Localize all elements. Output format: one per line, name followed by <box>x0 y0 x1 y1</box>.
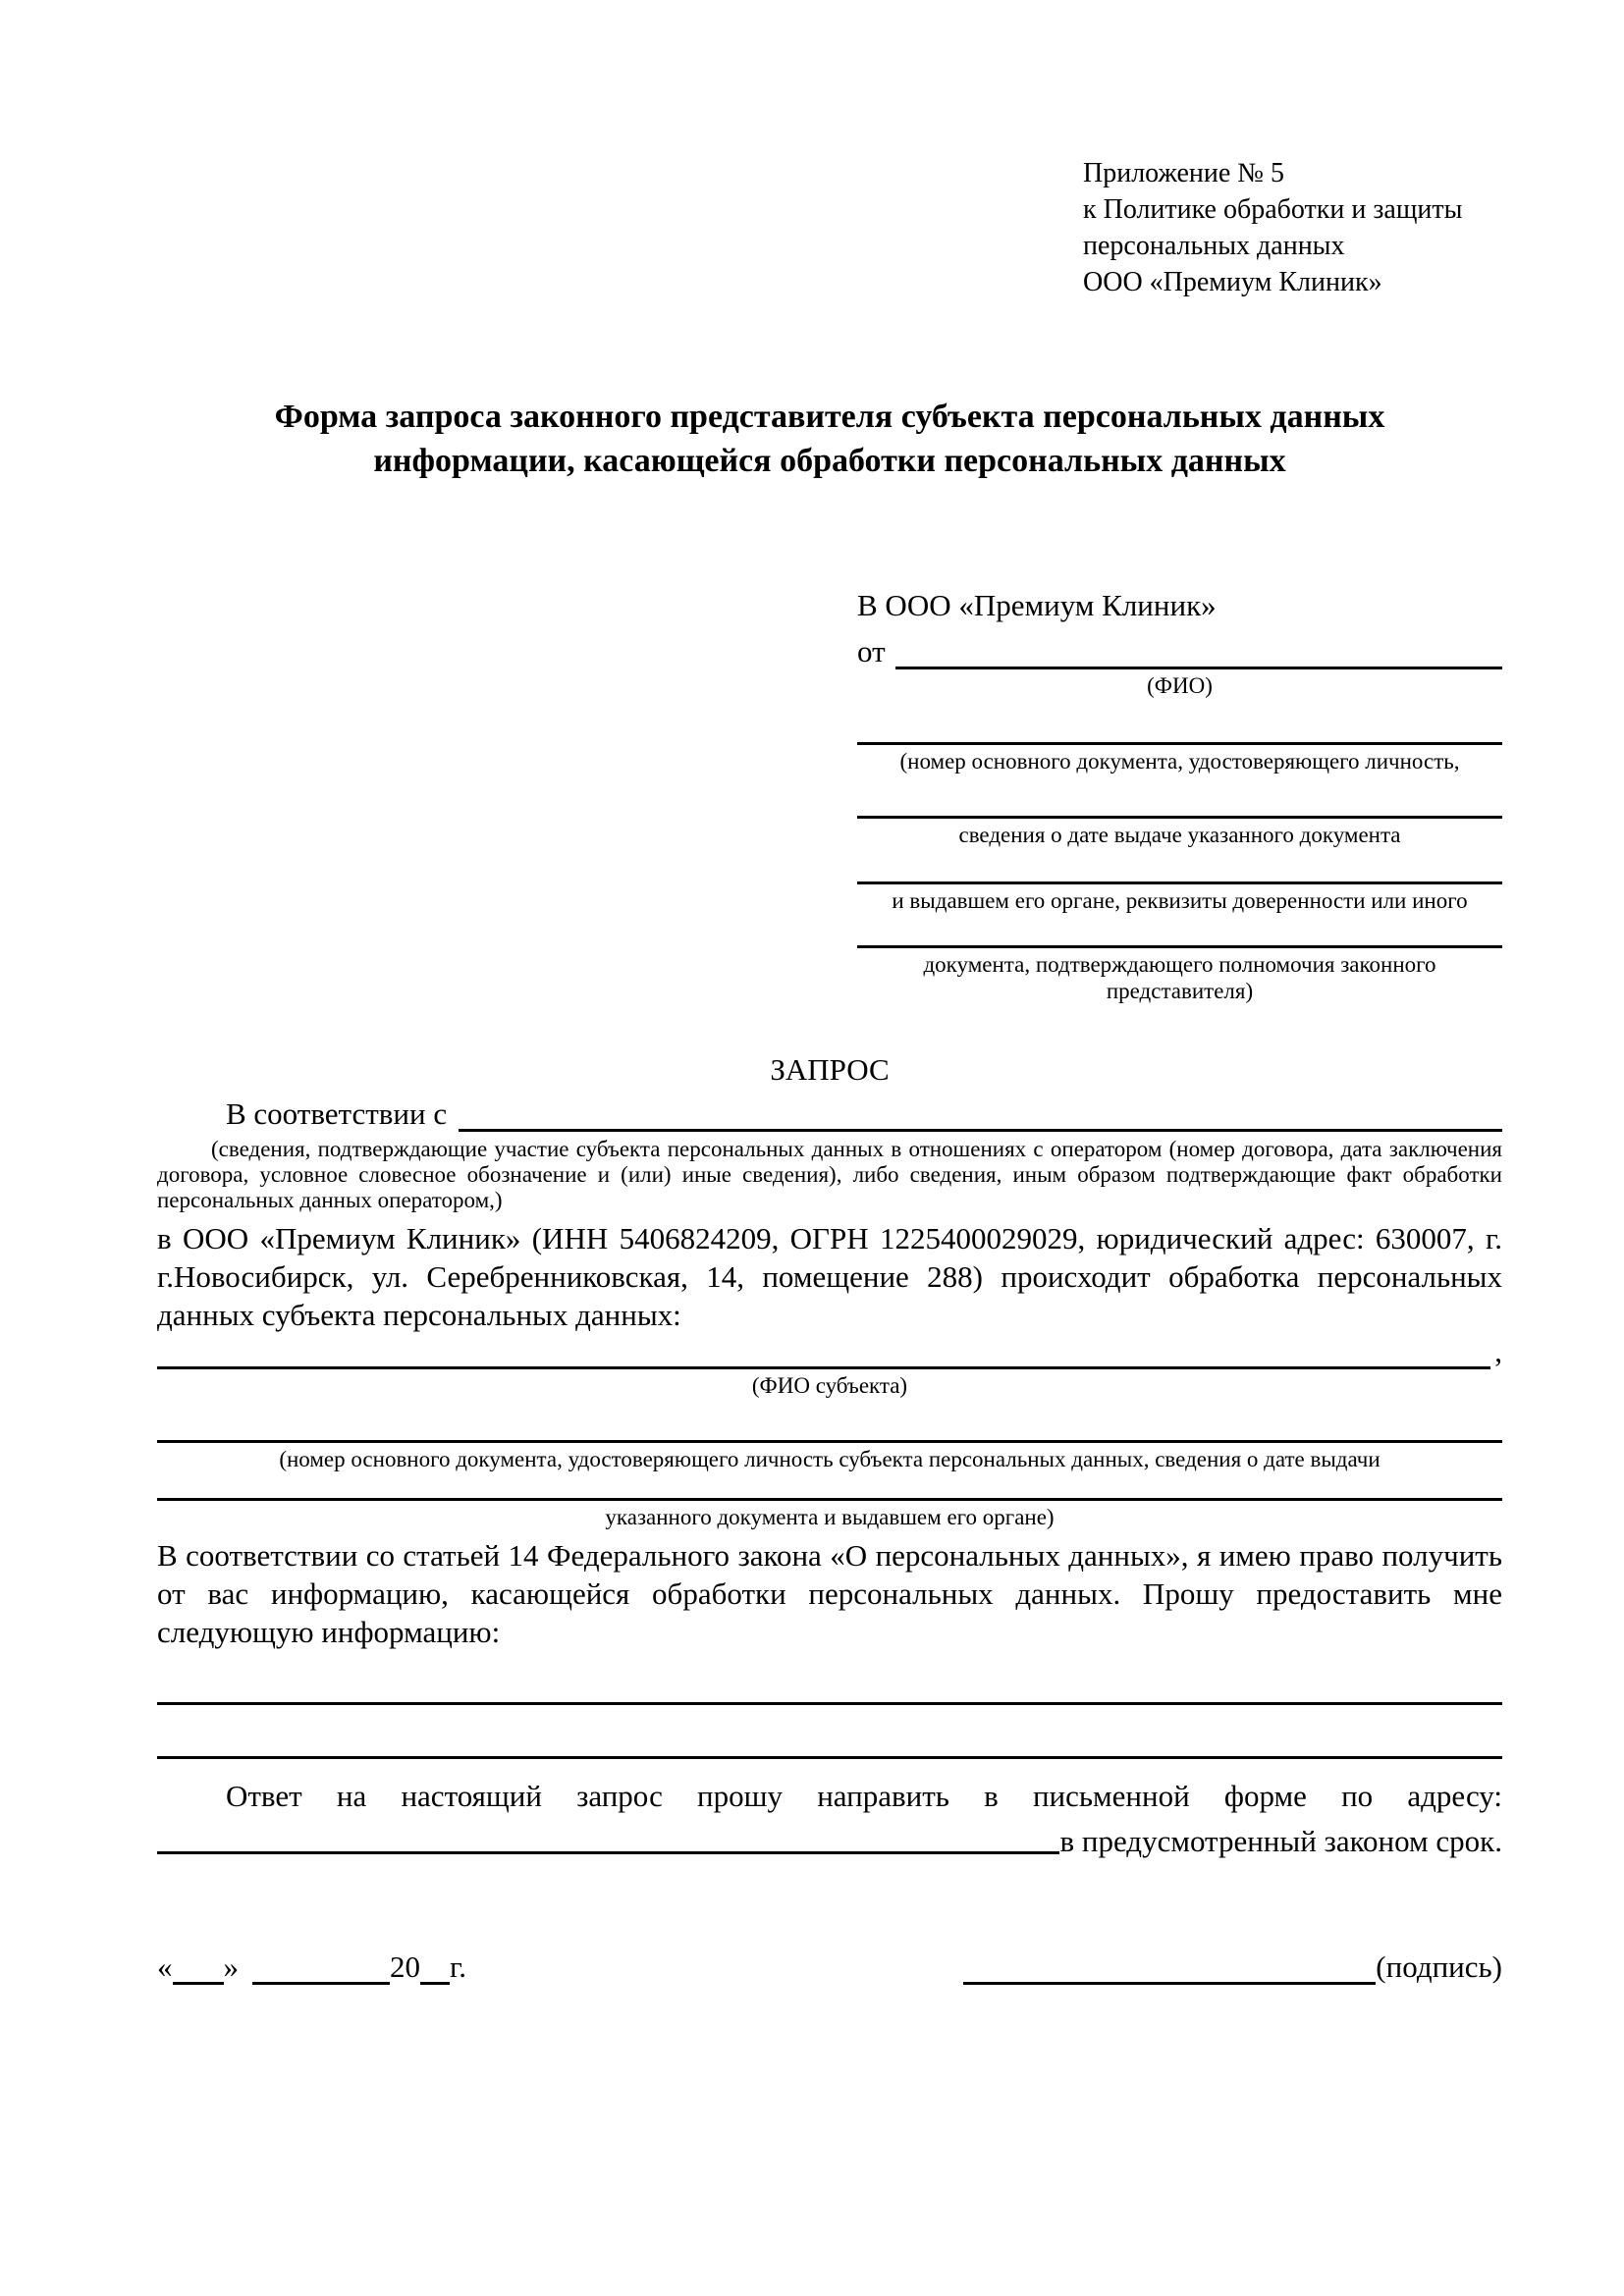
subject-doc-caption-2: указанного документа и выдавшем его органе) <box>605 1505 1055 1529</box>
signature-group <box>963 1949 1502 1985</box>
date-day-blank <box>173 1952 224 1985</box>
title-line-1: Форма запроса законного представителя субъекта персональных данных <box>274 399 1385 435</box>
subject-doc-line-2 <box>157 1472 1502 1501</box>
fio-blank-line <box>895 667 1502 669</box>
doc-field-line-2 <box>857 774 1502 819</box>
signature-caption: (подпись) <box>1376 1949 1502 1984</box>
date-year-prefix: 20 <box>390 1949 420 1984</box>
from-label: от <box>857 634 886 668</box>
intro-label: В соответствии с <box>226 1096 448 1131</box>
law-paragraph: В соответствии со статьей 14 Федерального закона «О персональных данных», я имею право получить от вас информацию, касающейся обработки персональных данных. Прошу предоставить мне следующую информацию: <box>157 1538 1502 1649</box>
request-heading: ЗАПРОС <box>770 1052 890 1087</box>
intro-blank-line <box>459 1099 1502 1132</box>
subject-fio-caption: (ФИО субъекта) <box>751 1373 908 1398</box>
answer-row <box>157 1816 1502 1859</box>
doc-field-line-4 <box>857 914 1502 948</box>
title-line-2: информации, касающейся обработки персональных данных <box>373 443 1286 479</box>
date-group <box>157 1949 466 1985</box>
info-blank-line-1 <box>157 1651 1502 1705</box>
operator-paragraph: в ООО «Премиум Клиник» (ИНН 5406824209, ОГРН 1225400029029, юридический адрес: 630007, г. г.Новосибирск, ул. Серебренниковская, 14, помещение 288) происходит обработка персональных данных субъекта персональных данных: <box>157 1221 1502 1332</box>
annex-line-2: к Политике обработки и защиты <box>1083 194 1463 225</box>
subject-fio-line <box>157 1337 1490 1369</box>
document-title <box>157 395 1502 483</box>
addressee-to: В ООО «Премиум Клиник» <box>857 588 1217 622</box>
answer-deadline-text: в предусмотренный законом срок. <box>1059 1824 1502 1858</box>
address-blank-line <box>157 1822 1059 1854</box>
annex-line-4: ООО «Премиум Клиник» <box>1083 267 1382 297</box>
intro-caption: (сведения, подтверждающие участие субъекта персональных данных в отношениях с оператором (номер договора, дата заключения договора, условное словесное обозначение и (или) иные сведения), либо сведения, иным образом подтверждающие факт обработки персональных данных оператором,) <box>157 1137 1502 1212</box>
date-year-suffix: г. <box>450 1949 466 1984</box>
date-year-blank <box>420 1952 450 1985</box>
doc-field-caption-2: сведения о дате выдаче указанного документа <box>958 823 1401 847</box>
annex-line-1: Приложение № 5 <box>1083 158 1284 188</box>
doc-field-caption-1: (номер основного документа, удостоверяющего личность, <box>899 749 1460 774</box>
doc-field-line-3 <box>857 848 1502 884</box>
info-blank-line-2 <box>157 1705 1502 1759</box>
annex-line-3: персональных данных <box>1083 231 1345 261</box>
doc-field-caption-3: и выдавшем его органе, реквизиты доверенности или иного <box>892 888 1468 913</box>
doc-field-caption-4: документа, подтверждающего полномочия законного представителя) <box>923 952 1436 1003</box>
doc-field-line-1 <box>857 699 1502 745</box>
answer-paragraph-line: Ответ на настоящий запрос прошу направить в письменной форме по адресу: <box>226 1779 1502 1813</box>
intro-row <box>157 1091 1502 1132</box>
fio-caption: (ФИО) <box>1147 673 1213 698</box>
subject-doc-caption-1: (номер основного документа, удостоверяющего личность субъекта персональных данных, сведения о дате выдачи <box>279 1447 1380 1471</box>
subject-fio-row <box>157 1334 1502 1369</box>
date-quote-open: « <box>157 1949 173 1984</box>
footer-row <box>157 1949 1502 1985</box>
addressee-block <box>857 585 1502 1004</box>
annex-block <box>1083 0 1502 300</box>
signature-blank-line <box>963 1952 1376 1985</box>
subject-doc-line-1 <box>157 1399 1502 1443</box>
date-quote-close: » <box>223 1949 239 1984</box>
from-row <box>857 626 1502 669</box>
date-month-blank <box>252 1952 390 1985</box>
subject-fio-comma: , <box>1494 1334 1502 1368</box>
